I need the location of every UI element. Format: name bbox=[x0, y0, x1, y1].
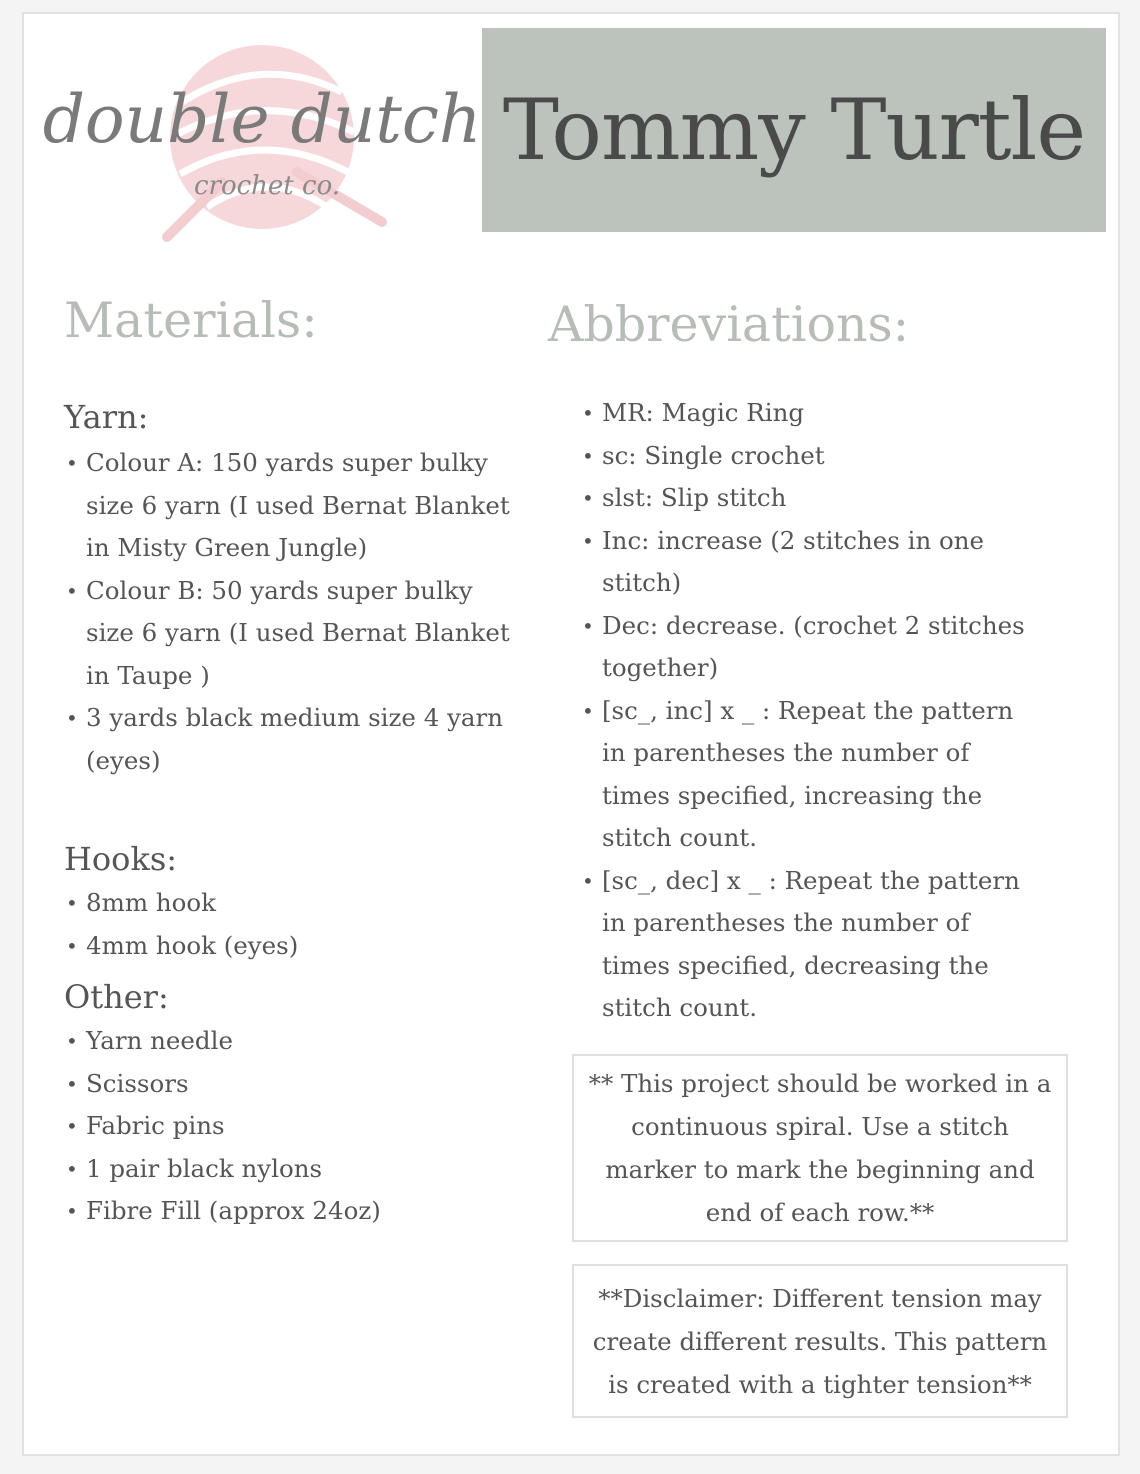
list-item: • Scissors bbox=[66, 1063, 516, 1106]
yarn-heading: Yarn: bbox=[64, 398, 149, 436]
disclaimer-text: **Disclaimer: Different tension may create different results. This pattern is created with a tighter tension** bbox=[592, 1283, 1048, 1399]
spiral-note-box bbox=[572, 1054, 1068, 1242]
yarn-ball-icon bbox=[42, 32, 482, 252]
list-item: • [sc_, dec] x _ : Repeat the pattern in parentheses the number of times specified, decreasing the stitch count. bbox=[582, 860, 1042, 1030]
list-item: • Dec: decrease. (crochet 2 stitches together) bbox=[582, 605, 1042, 690]
other-heading: Other: bbox=[64, 978, 169, 1016]
spiral-note-text: ** This project should be worked in a continuous spiral. Use a stitch marker to mark the beginning and end of each row.** bbox=[588, 1069, 1052, 1227]
list-item: • Yarn needle bbox=[66, 1020, 516, 1063]
hooks-list bbox=[66, 882, 516, 967]
brand-logo bbox=[42, 32, 482, 252]
disclaimer-box bbox=[572, 1264, 1068, 1418]
logo-sub: crochet co. bbox=[193, 171, 341, 201]
list-item: • 8mm hook bbox=[66, 882, 516, 925]
list-item: • 3 yards black medium size 4 yarn (eyes) bbox=[66, 697, 516, 782]
list-item: • Inc: increase (2 stitches in one stitch) bbox=[582, 520, 1042, 605]
abbreviations-heading: Abbreviations: bbox=[548, 296, 910, 353]
list-item: • [sc_, inc] x _ : Repeat the pattern in parentheses the number of times specified, increasing the stitch count. bbox=[582, 690, 1042, 860]
abbreviations-list bbox=[582, 392, 1042, 1030]
list-item: • Colour B: 50 yards super bulky size 6 yarn (I used Bernat Blanket in Taupe ) bbox=[66, 570, 516, 698]
page-title: Tommy Turtle bbox=[502, 81, 1086, 179]
list-item: • Colour A: 150 yards super bulky size 6 yarn (I used Bernat Blanket in Misty Green Jungle) bbox=[66, 442, 516, 570]
materials-heading: Materials: bbox=[64, 292, 318, 349]
hooks-heading: Hooks: bbox=[64, 840, 178, 878]
logo-name: double dutch bbox=[42, 81, 482, 158]
title-banner bbox=[482, 28, 1106, 232]
list-item: • slst: Slip stitch bbox=[582, 477, 1042, 520]
list-item: • sc: Single crochet bbox=[582, 435, 1042, 478]
list-item: • 4mm hook (eyes) bbox=[66, 925, 516, 968]
list-item: • MR: Magic Ring bbox=[582, 392, 1042, 435]
list-item: • Fibre Fill (approx 24oz) bbox=[66, 1190, 516, 1233]
pattern-page bbox=[22, 12, 1120, 1456]
list-item: • 1 pair black nylons bbox=[66, 1148, 516, 1191]
yarn-list bbox=[66, 442, 516, 782]
other-list bbox=[66, 1020, 516, 1233]
list-item: • Fabric pins bbox=[66, 1105, 516, 1148]
